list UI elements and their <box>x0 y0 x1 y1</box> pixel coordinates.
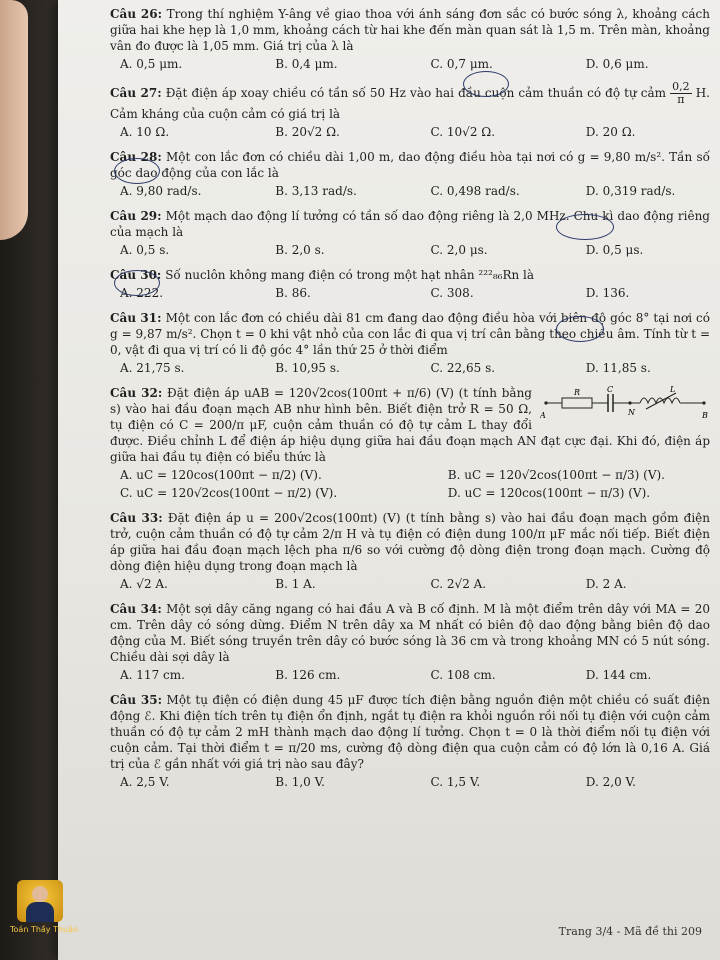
option-d: D. 11,85 s. <box>585 361 651 375</box>
resistor-symbol <box>562 398 592 408</box>
question-text-cont: H. Cảm kháng của cuộn cảm có giá trị là <box>110 86 710 121</box>
option-c: C. uC = 120√2cos(100πt − π/2) (V). <box>120 486 338 500</box>
question-label: Câu 32: <box>110 386 163 400</box>
node-b-label: B <box>702 411 708 420</box>
question-label: Câu 34: <box>110 602 162 616</box>
inductor-label: L <box>670 385 676 394</box>
option-a: A. 0,5 μm. <box>120 57 183 71</box>
exam-page <box>58 0 720 960</box>
question-label: Câu 30: <box>110 268 162 282</box>
option-a: A. 2,5 V. <box>120 775 170 789</box>
option-a: A. 0,5 s. <box>120 243 170 257</box>
question-text: Một sợi dây căng ngang có hai đầu A và B cố định. M là một điểm trên dây với MA = 20 cm. Trên dây có sóng dừng. Điểm N trên dây xa M nhất có biên độ dao động bằng biên độ dao động của M. Biết sóng truyền trên dây có bước sóng là 36 cm và trong khoảng MN có 5 nút sóng. Chiều dài sợi dây là <box>110 602 710 664</box>
resistor-label: R <box>574 388 581 397</box>
node-a-label: A <box>540 411 546 420</box>
question-27 <box>110 81 710 140</box>
option-b: B. 86. <box>275 286 311 300</box>
question-label: Câu 31: <box>110 311 162 325</box>
question-30 <box>110 267 710 301</box>
option-c: C. 2√2 A. <box>430 577 487 591</box>
exam-content <box>110 6 710 799</box>
question-text: Số nuclôn không mang điện có trong một hạt nhân ²²²₈₆Rn là <box>165 268 535 282</box>
question-label: Câu 29: <box>110 209 162 223</box>
question-text: Một con lắc đơn có chiều dài 1,00 m, dao động điều hòa tại nơi có g = 9,80 m/s². Tần số góc dao động của con lắc là <box>110 150 710 180</box>
channel-logo <box>10 880 79 946</box>
answer-options <box>110 285 710 301</box>
question-31 <box>110 310 710 376</box>
option-d: D. uC = 120cos(100πt − π/3) (V). <box>447 486 651 500</box>
answer-options <box>110 774 710 790</box>
hand-thumb <box>0 0 28 240</box>
option-c: C. 0,7 μm. <box>430 57 493 71</box>
question-33 <box>110 510 710 592</box>
option-d: D. 20 Ω. <box>585 125 636 139</box>
option-c: C. 10√2 Ω. <box>430 125 496 139</box>
option-c: C. 1,5 V. <box>430 775 481 789</box>
answer-options <box>110 576 710 592</box>
question-text: Đặt điện áp u = 200√2cos(100πt) (V) (t tính bằng s) vào hai đầu đoạn mạch gồm điện trở, cuộn cảm thuần có độ tự cảm 2/π H và tụ điện có điện dung 100/π μF mắc nối tiếp. Biết điện áp giữa hai đầu đoạn mạch lệch pha π/6 so với cường độ dòng điện trong đoạn mạch. Cường độ dòng điện hiệu dụng trong đoạn mạch là <box>110 511 710 573</box>
option-b: B. 0,4 μm. <box>275 57 338 71</box>
option-a: A. √2 A. <box>120 577 168 591</box>
avatar-icon <box>17 880 63 922</box>
option-a: A. 10 Ω. <box>120 125 170 139</box>
pen-circle-q30-d <box>556 316 604 342</box>
question-label: Câu 26: <box>110 7 163 21</box>
question-text: Một mạch dao động lí tưởng có tần số dao động riêng là 2,0 MHz. Chu kì dao động riêng của mạch là <box>110 209 710 239</box>
question-label: Câu 27: <box>110 86 162 100</box>
option-d: D. 0,6 μm. <box>585 57 649 71</box>
option-a: A. uC = 120cos(100πt − π/2) (V). <box>120 468 322 482</box>
pen-circle-q26-c <box>463 71 509 97</box>
answer-options <box>110 124 710 140</box>
option-a: A. 9,80 rad/s. <box>120 184 202 198</box>
answer-options <box>110 360 710 376</box>
answer-options <box>110 56 710 72</box>
pen-circle-q28-d <box>556 214 614 240</box>
node-n-label: N <box>628 408 635 417</box>
inductance-fraction: $\frac{0,2}{\pi}$ <box>672 80 690 106</box>
question-text: Một tụ điện có điện dung 45 μF được tích điện bằng nguồn điện một chiều có suất điện động ℰ. Khi điện tích trên tụ điện ổn định, ngắt tụ điện ra khỏi nguồn rồi nối tụ điện với cuộn cảm thuần có độ tự cảm 2 mH thành mạch dao động lí tưởng. Chọn t = 0 là thời điểm nối tụ điện với cuộn cảm. Tại thời điểm t = π/20 ms, cường độ dòng điện qua cuộn cảm có độ lớn là 0,16 A. Giá trị của ℰ gần nhất với giá trị nào sau đây? <box>110 693 710 771</box>
page-footer: Trang 3/4 - Mã đề thi 209 <box>558 925 702 938</box>
option-d: D. 2,0 V. <box>585 775 636 789</box>
question-text: Trong thí nghiệm Y-âng về giao thoa với ánh sáng đơn sắc có bước sóng λ, khoảng cách giữa hai khe hẹp là 1,0 mm, khoảng cách từ hai khe đến màn quan sát là 1,5 m. Trên màn, khoảng vân đo được là 1,05 mm. Giá trị của λ là <box>110 7 710 53</box>
answer-options <box>110 242 710 258</box>
question-28 <box>110 149 710 199</box>
question-text: Đặt điện áp xoay chiều có tần số 50 Hz vào hai đầu cuộn cảm thuần có độ tự cảm <box>165 86 667 100</box>
inductor-symbol <box>640 398 680 403</box>
option-b: B. 1 A. <box>275 577 316 591</box>
option-b: B. 20√2 Ω. <box>275 125 340 139</box>
answer-options-row1 <box>110 467 710 483</box>
option-b: B. uC = 120√2cos(100πt − π/3) (V). <box>447 468 665 482</box>
option-d: D. 2 A. <box>585 577 627 591</box>
option-a: A. 21,75 s. <box>120 361 185 375</box>
answer-options <box>110 183 710 199</box>
question-35 <box>110 692 710 790</box>
pen-circle-q29-a <box>114 270 160 296</box>
option-b: B. 10,95 s. <box>275 361 340 375</box>
question-text: Một con lắc đơn có chiều dài 81 cm đang dao động điều hòa với biên độ góc 8° tại nơi có g = 9,87 m/s². Chọn t = 0 khi vật nhỏ của con lắc đi qua vị trí cân bằng theo chiều âm. Tính từ t = 0, vật đi qua vị trí có li độ góc 4° lần thứ 25 ở thời điểm <box>110 311 710 357</box>
option-b: B. 3,13 rad/s. <box>275 184 357 198</box>
option-c: C. 308. <box>430 286 474 300</box>
logo-caption: Toán Thầy Thuận <box>10 925 79 934</box>
option-b: B. 1,0 V. <box>275 775 325 789</box>
answer-options <box>110 667 710 683</box>
option-d: D. 0,5 μs. <box>585 243 644 257</box>
capacitor-label: C <box>607 385 614 394</box>
option-a: A. 222. <box>120 286 164 300</box>
option-d: D. 0,319 rad/s. <box>585 184 676 198</box>
question-29 <box>110 208 710 258</box>
question-34 <box>110 601 710 683</box>
question-label: Câu 33: <box>110 511 163 525</box>
option-b: B. 2,0 s. <box>275 243 325 257</box>
option-d: D. 136. <box>585 286 630 300</box>
option-c: C. 108 cm. <box>430 668 496 682</box>
option-d: D. 144 cm. <box>585 668 652 682</box>
circuit-diagram <box>540 385 710 421</box>
option-c: C. 0,498 rad/s. <box>430 184 520 198</box>
question-26 <box>110 6 710 72</box>
answer-options-row2 <box>110 485 710 501</box>
option-c: C. 2,0 μs. <box>430 243 488 257</box>
pen-circle-q27-a <box>114 158 160 184</box>
question-label: Câu 35: <box>110 693 163 707</box>
question-text: Đặt điện áp uAB = 120√2cos(100πt + π/6) (V) (t tính bằng s) vào hai đầu đoạn mạch AB như hình bên. Biết điện trở R = 50 Ω, tụ điện có C = 200/π μF, cuộn cảm thuần có độ tự cảm L thay đổi được. Điều chỉnh L để điện áp hiệu dụng giữa hai đầu đoạn mạch AN đạt cực đại. Khi đó, điện áp giữa hai đầu tụ điện có biểu thức là <box>110 386 710 464</box>
option-c: C. 22,65 s. <box>430 361 496 375</box>
question-32 <box>110 385 710 501</box>
option-a: A. 117 cm. <box>120 668 185 682</box>
option-b: B. 126 cm. <box>275 668 341 682</box>
question-label: Câu 28: <box>110 150 162 164</box>
